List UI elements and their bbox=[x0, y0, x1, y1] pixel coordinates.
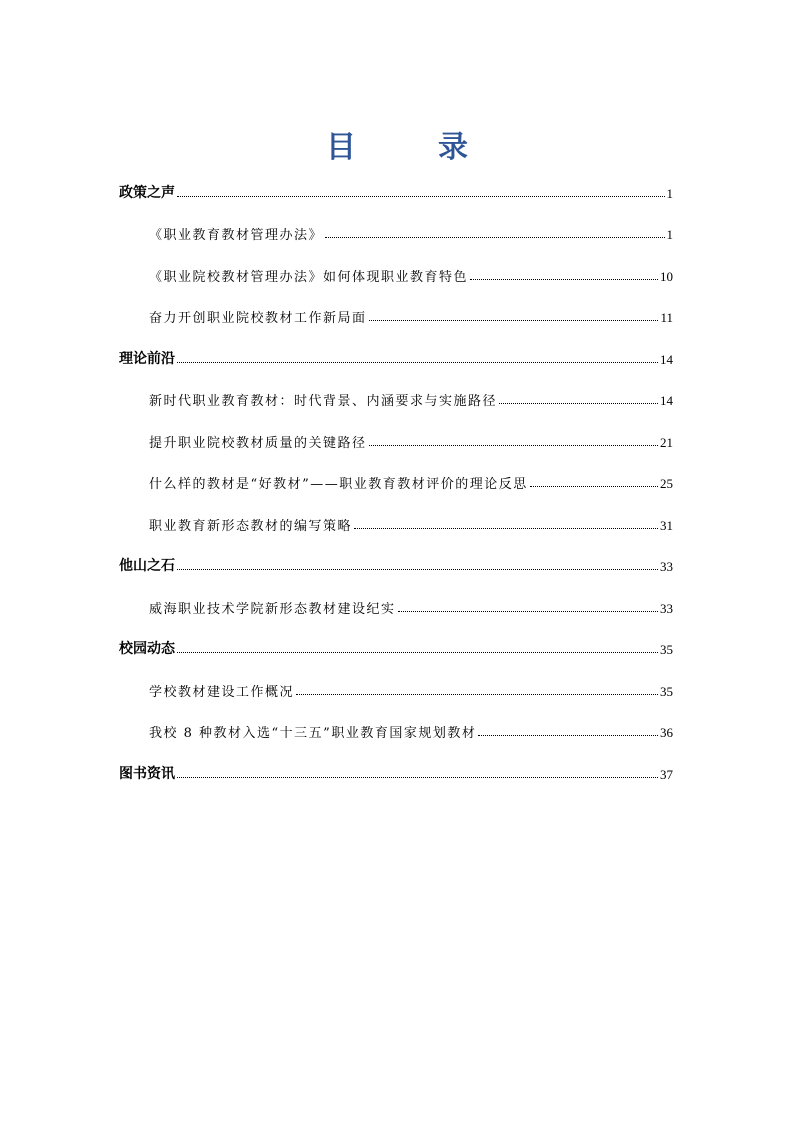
toc-entry-title: 校园动态 bbox=[119, 641, 175, 657]
toc-entry[interactable] bbox=[149, 719, 673, 741]
toc-page-number: 33 bbox=[660, 601, 673, 616]
dot-leader bbox=[369, 445, 658, 446]
dot-leader bbox=[354, 528, 658, 529]
toc-page-number: 33 bbox=[660, 559, 673, 574]
toc-page-number: 14 bbox=[660, 393, 673, 408]
toc-entry[interactable] bbox=[149, 304, 673, 326]
toc-page-number: 10 bbox=[660, 269, 673, 284]
toc-entry-title: 威海职业技术学院新形态教材建设纪实 bbox=[149, 602, 396, 617]
toc-page-number: 25 bbox=[660, 476, 673, 491]
toc-page-number: 31 bbox=[660, 518, 673, 533]
dot-leader bbox=[369, 320, 659, 321]
toc-section-campus[interactable] bbox=[119, 636, 673, 658]
toc-entry[interactable] bbox=[149, 678, 673, 700]
toc-section-policy[interactable] bbox=[119, 180, 673, 202]
toc-entry[interactable] bbox=[149, 512, 673, 534]
dot-leader bbox=[325, 237, 664, 238]
toc-entry-title: 理论前沿 bbox=[119, 351, 175, 367]
toc-entry-title: 奋力开创职业院校教材工作新局面 bbox=[149, 311, 367, 326]
toc-entry-title: 提升职业院校教材质量的关键路径 bbox=[149, 436, 367, 451]
toc-entry-title: 政策之声 bbox=[119, 185, 175, 201]
toc-entry[interactable] bbox=[149, 387, 673, 409]
toc-entry-title: 我校 8 种教材入选“十三五”职业教育国家规划教材 bbox=[149, 726, 477, 741]
toc-entry[interactable] bbox=[149, 263, 673, 285]
dot-leader bbox=[478, 735, 658, 736]
dot-leader bbox=[499, 403, 658, 404]
dot-leader bbox=[177, 362, 658, 363]
toc-page-number: 1 bbox=[666, 227, 673, 242]
toc-entry[interactable] bbox=[149, 470, 673, 492]
toc-section-abroad[interactable] bbox=[119, 553, 673, 575]
toc-section-theory[interactable] bbox=[119, 346, 673, 368]
toc-entry-title: 学校教材建设工作概况 bbox=[149, 685, 295, 700]
toc-entry-title: 什么样的教材是“好教材”——职业教育教材评价的理论反思 bbox=[149, 477, 528, 492]
toc-page-number: 14 bbox=[660, 352, 673, 367]
toc-entry-title: 《职业院校教材管理办法》如何体现职业教育特色 bbox=[149, 270, 469, 285]
dot-leader bbox=[296, 694, 658, 695]
toc-entry-title: 新时代职业教育教材：时代背景、内涵要求与实施路径 bbox=[149, 394, 498, 409]
toc-entry[interactable] bbox=[149, 429, 673, 451]
toc-page-number: 21 bbox=[660, 435, 673, 450]
toc-page-number: 11 bbox=[660, 310, 673, 325]
dot-leader bbox=[398, 611, 658, 612]
toc-page-number: 1 bbox=[666, 186, 673, 201]
page-title: 目 录 bbox=[326, 130, 494, 165]
dot-leader bbox=[177, 196, 665, 197]
toc-entry[interactable] bbox=[149, 595, 673, 617]
toc-page-number: 35 bbox=[660, 684, 673, 699]
toc-entry-title: 《职业教育教材管理办法》 bbox=[149, 228, 324, 243]
toc-entry-title: 他山之石 bbox=[119, 558, 175, 574]
toc-page-number: 36 bbox=[660, 725, 673, 740]
dot-leader bbox=[177, 569, 658, 570]
toc-entry[interactable] bbox=[149, 221, 673, 243]
dot-leader bbox=[177, 777, 658, 778]
toc-section-books[interactable] bbox=[119, 761, 673, 783]
toc-entry-title: 职业教育新形态教材的编写策略 bbox=[149, 519, 353, 534]
toc-page-number: 37 bbox=[660, 767, 673, 782]
toc-page-number: 35 bbox=[660, 642, 673, 657]
dot-leader bbox=[177, 652, 658, 653]
dot-leader bbox=[530, 486, 658, 487]
toc-entry-title: 图书资讯 bbox=[119, 766, 175, 782]
dot-leader bbox=[470, 279, 658, 280]
